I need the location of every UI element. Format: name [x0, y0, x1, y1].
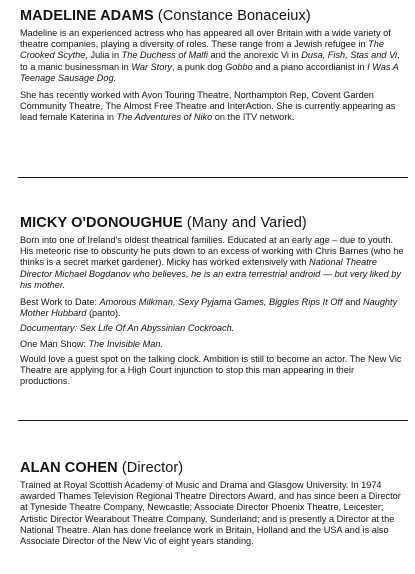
text-run: , Julia in — [85, 50, 122, 61]
bio-heading — [20, 460, 404, 477]
actor-name: ALAN COHEN — [20, 460, 118, 476]
text-run: Trained at Royal Scottish Academy of Music and Drama and Glasgow University. In 1974 awarded Thames Television Regional Theatre Directors Award, and has since been a Director at Tyneside Theatre Company, Newcastle; Associate Director Phoenix Theatre, Leicester; Artistic Director Wearabout Theatre Company, Sunderland; and is presently a Director at the National Theatre. Alan has done freelance work in Britain, Holland and the USA and is also Associate Director of the New Vic of eight years standing. — [20, 480, 401, 547]
actor-role: (Director) — [121, 460, 184, 476]
bio-heading — [20, 215, 404, 232]
italic-text-run: I Was A Teenage Sausage Dog. — [20, 61, 399, 83]
text-run: Madeline is an experienced actress who has appeared all over Britain with a wide variety of theatre companies, playing a diversity of roles. These range from a Jewish refugee in — [20, 28, 391, 50]
bio-paragraph — [20, 323, 404, 334]
italic-text-run: Documentary: Sex Life Of An Abyssinian Cockroach. — [20, 323, 235, 334]
text-run: and a piano accordianist in — [252, 61, 368, 72]
text-run: and — [342, 297, 363, 308]
actor-role: (Constance Bonaceiux) — [157, 8, 311, 24]
italic-text-run: The Invisible Man. — [88, 338, 163, 349]
italic-text-run: The Crooked Scythe — [20, 39, 384, 61]
bio-paragraph — [20, 90, 404, 124]
bio-madeline-adams — [20, 8, 404, 130]
text-run: and the anorexic Vi in — [207, 50, 302, 61]
italic-text-run: Gobbo — [225, 61, 253, 72]
section-divider — [18, 420, 408, 421]
text-run: , a punk dog — [172, 61, 226, 72]
bio-heading — [20, 8, 404, 25]
section-divider — [18, 177, 408, 178]
text-run: (panto). — [86, 308, 121, 319]
bio-paragraph — [20, 235, 404, 291]
text-run: Born into one of Ireland's oldest theatrical families. Educated at an early age – due to youth. His meteoric rise to obscurity he puts down to an excess of working with Chris Barnes (who he thinks is a secret market gardener). Micky has worked extensively with — [20, 235, 404, 268]
text-run: She has recently worked with Avon Touring Theatre, Northampton Rep, Covent Garden Community Theatre, The Almost Free Theatre and InterAction. She is currently appearing as lead female Katerina in — [20, 90, 396, 123]
bio-paragraph — [20, 339, 404, 350]
actor-name: MADELINE ADAMS — [20, 8, 154, 24]
bio-paragraph — [20, 28, 404, 84]
italic-text-run: War Story — [131, 61, 172, 72]
italic-text-run: Naughty Mother Hubbard — [20, 297, 398, 319]
text-run: Best Work to Date: — [20, 297, 100, 308]
bio-paragraph — [20, 354, 404, 388]
italic-text-run: The Duchess of Malfi — [121, 50, 208, 61]
text-run: , to a manic businessman in — [20, 50, 400, 72]
text-run: One Man Show: — [20, 338, 89, 349]
italic-text-run: National Theatre Director Michael Bogdanov who believes, he is an extra terrestrial android — but very liked by his mother. — [20, 257, 401, 290]
text-run: Would love a guest spot on the talking clock. Ambition is still to become an actor. The New Vic Theatre are applying for a High Court injunction to stop this man appearing in their productions. — [20, 353, 402, 387]
text-run: on the ITV network. — [212, 112, 295, 123]
italic-text-run: The Adventures of Niko — [116, 112, 213, 123]
italic-text-run: Amorous Milkman, Sexy Pyjama Games, Biggles Rips It Off — [99, 297, 343, 308]
bio-alan-cohen — [20, 460, 404, 553]
italic-text-run: Dusa, Fish, Stas and Vi — [301, 50, 398, 61]
actor-name: MICKY O'DONOUGHUE — [20, 215, 183, 231]
bio-paragraph — [20, 480, 404, 547]
bio-micky-odonoughue — [20, 215, 404, 393]
bio-paragraph — [20, 297, 404, 319]
actor-role: (Many and Varied) — [186, 215, 307, 231]
